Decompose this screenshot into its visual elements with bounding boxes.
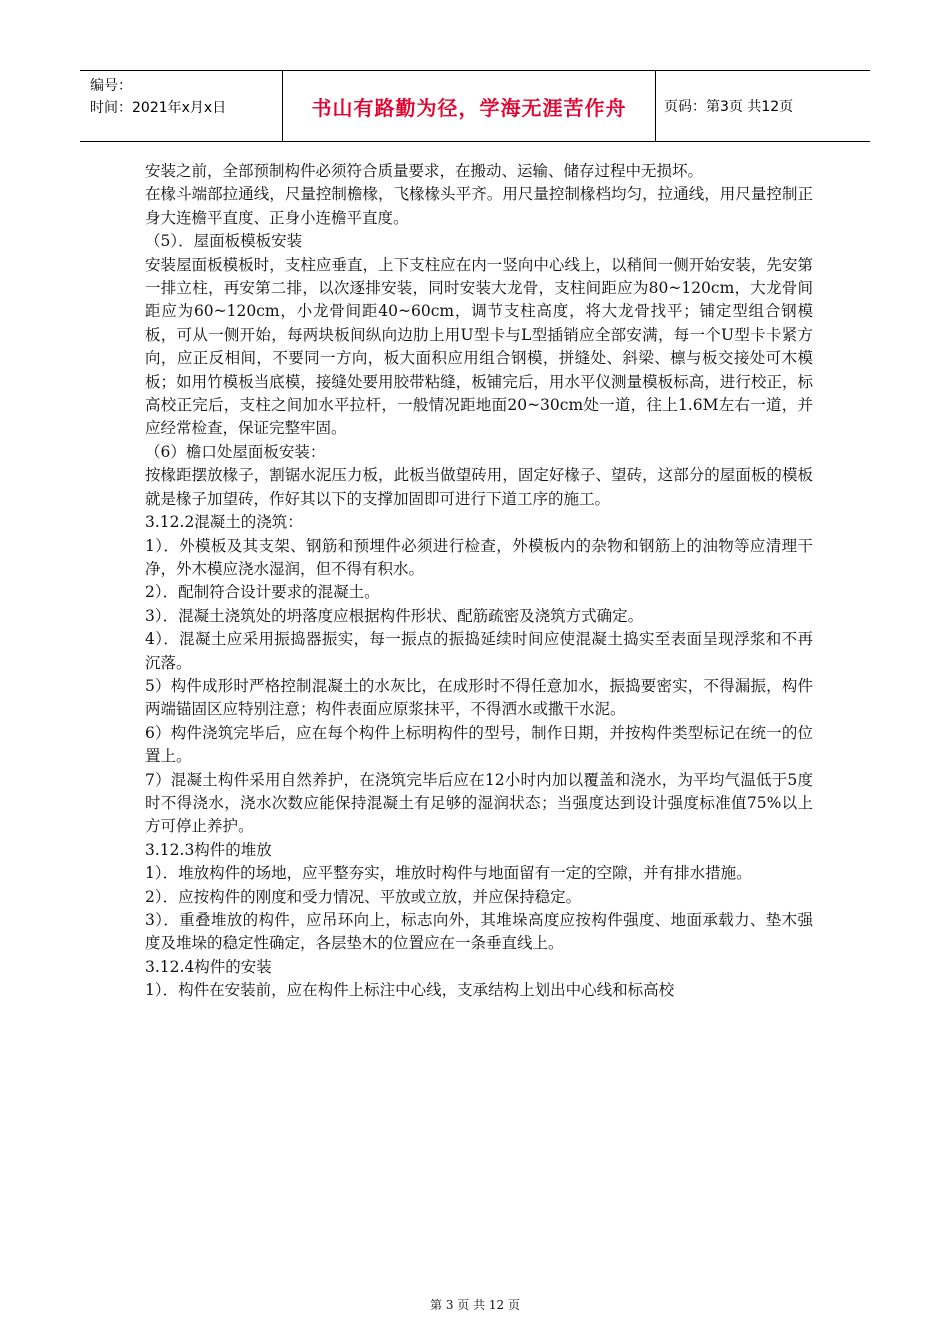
list-item: 2）．配制符合设计要求的混凝土。 [145,583,380,602]
list-item: 6）构件浇筑完毕后，应在每个构件上标明构件的型号，制作日期，并按构件类型标记在统一的位置上。 [145,723,813,766]
document-time-label: 时间：2021年x月x日 [90,100,227,116]
list-item: 2）．应按构件的刚度和受力情况、平放或立放，并应保持稳定。 [145,887,582,906]
list-item: 1）．构件在安装前，应在构件上标注中心线，支承结构上划出中心线和标高校 [145,981,675,1000]
body-paragraph: 在椽斗端部拉通线，尺量控制檐椽，飞椽椽头平齐。用尺量控制椽档均匀，拉通线，用尺量控制正身大连檐平直度、正身小连檐平直度。 [145,185,813,227]
body-paragraph: 按椽距摆放椽子，割锯水泥压力板，此板当做望砖用，固定好椽子、望砖，这部分的屋面板的模板就是椽子加望砖，作好其以下的支撑加固即可进行下道工序的施工。 [145,466,813,508]
page-footer [0,1296,950,1313]
list-item: 7）混凝土构件采用自然养护，在浇筑完毕后应在12小时内加以覆盖和浇水，为平均气温低于5度时不得浇水，浇水次数应能保持混凝土有足够的湿润状态；当强度达到设计强度标准值75%以上方可停止养护。 [145,770,813,836]
page-header [80,70,870,142]
list-item: 1）．外模板及其支架、钢筋和预埋件必须进行检查，外模板内的杂物和钢筋上的油物等应清理干净，外木模应浇水湿润，但不得有积水。 [145,536,813,578]
list-item: 3）．混凝土浇筑处的坍落度应根据构件形状、配筋疏密及浇筑方式确定。 [145,606,644,625]
list-item: 3）．重叠堆放的构件，应吊环向上，标志向外，其堆垛高度应按构件强度、地面承载力、垫木强度及堆垛的稳定性确定，各层垫木的位置应在一条垂直线上。 [145,911,813,953]
footer-page-number: 第 3 页 共 12 页 [430,1298,520,1312]
list-item: 4）．混凝土应采用振捣器振实，每一振点的振捣延续时间应使混凝土捣实至表面呈现浮浆和不再沉落。 [145,630,813,672]
section-heading: 3.12.2混凝土的浇筑： [145,513,303,532]
document-number-label: 编号： [90,78,132,94]
header-meta [80,71,283,141]
body-paragraph: 安装屋面板模板时，支柱应垂直，上下支柱应在内一竖向中心线上，以稍间一侧开始安装，先安第一排立柱，再安第二排，以次逐排安装，同时安装大龙骨，支柱间距应为80~120cm，大龙骨间距应为60~120cm，小龙骨间距40~60cm，调节支柱高度，将大龙骨找平；铺定型组合钢模板，可从一侧开始，每两块板间纵向边肋上用U型卡与L型插销应全部安满，每一个U型卡卡紧方向，应正反相间，不要同一方向，板大面积应用组合钢模，拼缝处、斜梁、檩与板交接处可木模板；如用竹模板当底模，接缝处要用胶带粘缝，板铺完后，用水平仪测量模板标高，进行校正，标高校正完后，支柱之间加水平拉杆，一般情况距地面20~30cm处一道，往上1.6M左右一道，并应经常检查，保证完整牢固。 [145,255,813,438]
header-page-number: 页码：第3页 共12页 [664,99,794,115]
section-heading: （6）檐口处屋面板安装： [145,442,326,461]
section-heading: （5）．屋面板模板安装 [145,232,303,251]
section-heading: 3.12.4构件的安装 [145,957,272,976]
body-paragraph: 安装之前，全部预制构件必须符合质量要求，在搬动、运输、储存过程中无损坏。 [145,162,704,180]
list-item: 5）构件成形时严格控制混凝土的水灰比，在成形时不得任意加水，振捣要密实，不得漏振，构件两端锚固区应特别注意；构件表面应原浆抹平，不得洒水或撒干水泥。 [145,676,813,719]
header-motto-cell [283,71,656,141]
section-heading: 3.12.3构件的堆放 [145,840,272,859]
list-item: 1）．堆放构件的场地，应平整夯实，堆放时构件与地面留有一定的空隙，并有排水措施。 [145,864,752,883]
header-page-cell [656,71,870,141]
header-motto: 书山有路勤为径，学海无涯苦作舟 [311,95,627,120]
document-body [145,160,813,1003]
